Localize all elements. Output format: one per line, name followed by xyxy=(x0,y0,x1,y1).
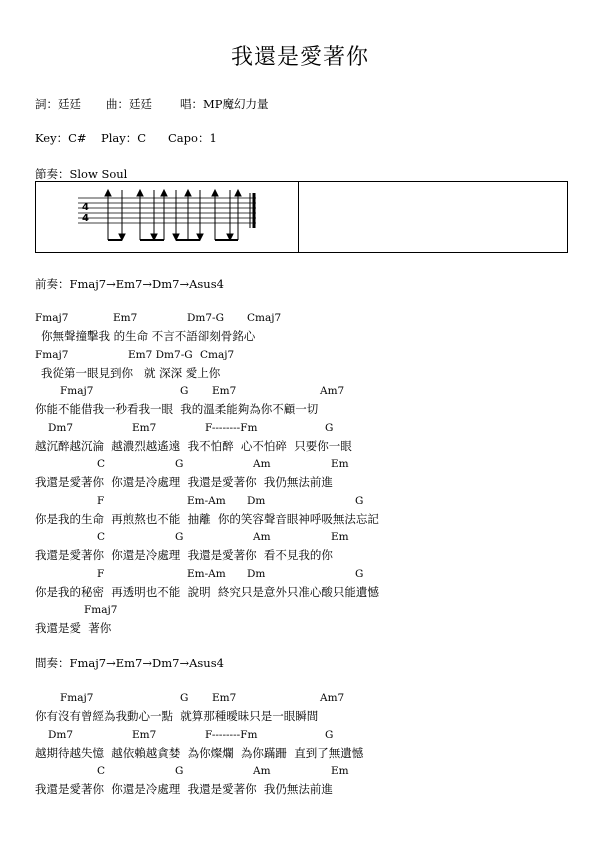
chord: G xyxy=(175,458,184,470)
composer: 曲：廷廷 xyxy=(106,97,152,111)
chord: F--------Fm xyxy=(205,421,258,434)
chord: Cmaj7 xyxy=(247,312,282,324)
chord: Em7 xyxy=(212,385,237,397)
chord: G xyxy=(175,765,184,777)
key-info: Key：C# xyxy=(35,131,87,145)
lyric-line: 你能不能借我一秒看我一眼 我的溫柔能夠為你不顧一切 xyxy=(35,402,319,416)
lyric-line: 越沉醉越沉淪 越濃烈越遙遠 我不怕醉 心不怕碎 只要你一眼 xyxy=(35,438,352,453)
chord: Fmaj7 xyxy=(84,604,118,616)
lyric-line: 我還是愛 著你 xyxy=(35,621,112,635)
singer: 唱：MP魔幻力量 xyxy=(180,97,269,111)
chord: G xyxy=(355,567,364,580)
lyric-line: 你是我的秘密 再透明也不能 說明 終究只是意外只准心酸只能遺憾 xyxy=(35,584,379,599)
chord: Em7 xyxy=(132,728,157,741)
chord: Em xyxy=(331,458,349,470)
chord: Em7 Dm7-G xyxy=(128,348,193,361)
chord: Fmaj7 xyxy=(35,312,69,324)
song-title: 我還是愛著你 xyxy=(230,45,369,70)
chord: G xyxy=(180,692,189,704)
chord: C xyxy=(97,765,106,777)
strum-arrow xyxy=(137,190,143,196)
chord: Fmaj7 xyxy=(60,385,94,397)
strum-strokes xyxy=(105,190,241,240)
chord: Em xyxy=(331,765,349,777)
chord: C xyxy=(97,458,106,470)
chord: F xyxy=(97,494,105,507)
chord: C xyxy=(97,531,106,543)
interlude-line: 間奏：Fmaj7→Em7→Dm7→Asus4 xyxy=(35,656,224,670)
play-info: Play：C xyxy=(101,131,147,145)
chord: Dm7 xyxy=(48,421,74,434)
lyricist: 詞：廷廷 xyxy=(35,97,81,111)
chord: Em7 xyxy=(132,421,157,434)
rhythm-notation xyxy=(0,0,600,300)
time-sig-top: 4 xyxy=(82,202,89,213)
chord: G xyxy=(325,421,334,434)
chord: Fmaj7 xyxy=(35,348,69,361)
lyric-line: 我從第一眼見到你 就 深深 愛上你 xyxy=(41,365,221,380)
chord: G xyxy=(175,531,184,543)
lyric-line: 你無聲撞擊我 的生命 不言不語卻刻骨銘心 xyxy=(41,329,256,343)
chord: Em7 xyxy=(113,312,138,324)
rhythm-label: 節奏：Slow Soul xyxy=(35,167,128,181)
chord: Am xyxy=(253,531,271,543)
chord: Em7 xyxy=(212,692,237,704)
chord: G xyxy=(180,385,189,397)
time-sig-bottom: 4 xyxy=(82,213,89,224)
chord: G xyxy=(355,494,364,507)
lyric-line: 越期待越失憶 越依賴越貪婪 為你燦爛 為你蹣跚 直到了無遺憾 xyxy=(35,745,364,760)
lyric-line: 我還是愛著你 你還是冷處理 我還是愛著你 我仍無法前進 xyxy=(35,475,333,489)
chord: Fmaj7 xyxy=(60,692,94,704)
intro-line: 前奏：Fmaj7→Em7→Dm7→Asus4 xyxy=(35,277,224,291)
lyric-line: 你是我的生命 再煎熬也不能 抽離 你的笑容聲音眼神呼吸無法忘記 xyxy=(35,511,379,526)
chord: Dm xyxy=(247,494,266,507)
chord: Am xyxy=(253,458,271,470)
lyric-line: 我還是愛著你 你還是冷處理 我還是愛著你 看不見我的你 xyxy=(35,548,333,562)
chord: Em xyxy=(331,531,349,543)
chord: F xyxy=(97,567,105,580)
lyric-line: 你有沒有曾經為我動心一點 就算那種曖昧只是一眼瞬間 xyxy=(35,709,319,723)
chord: G xyxy=(325,728,334,741)
strum-arrow xyxy=(105,190,111,196)
strum-arrow xyxy=(161,190,167,196)
chord: Am xyxy=(253,765,271,777)
chord: Dm7-G xyxy=(187,312,224,324)
strum-arrow xyxy=(212,190,218,196)
strum-arrow xyxy=(235,190,241,196)
chord: Am7 xyxy=(320,385,345,397)
chord: F--------Fm xyxy=(205,728,258,741)
chord: Dm xyxy=(247,567,266,580)
chord: Cmaj7 xyxy=(200,348,235,361)
chord: Em-Am xyxy=(187,494,226,507)
chord: Em-Am xyxy=(187,567,226,580)
capo-info: Capo：1 xyxy=(168,131,217,145)
lyric-line: 我還是愛著你 你還是冷處理 我還是愛著你 我仍無法前進 xyxy=(35,782,333,796)
strum-arrow xyxy=(185,190,191,196)
chord: Am7 xyxy=(320,692,345,704)
staff-lines xyxy=(78,198,256,223)
chord: Dm7 xyxy=(48,728,74,741)
